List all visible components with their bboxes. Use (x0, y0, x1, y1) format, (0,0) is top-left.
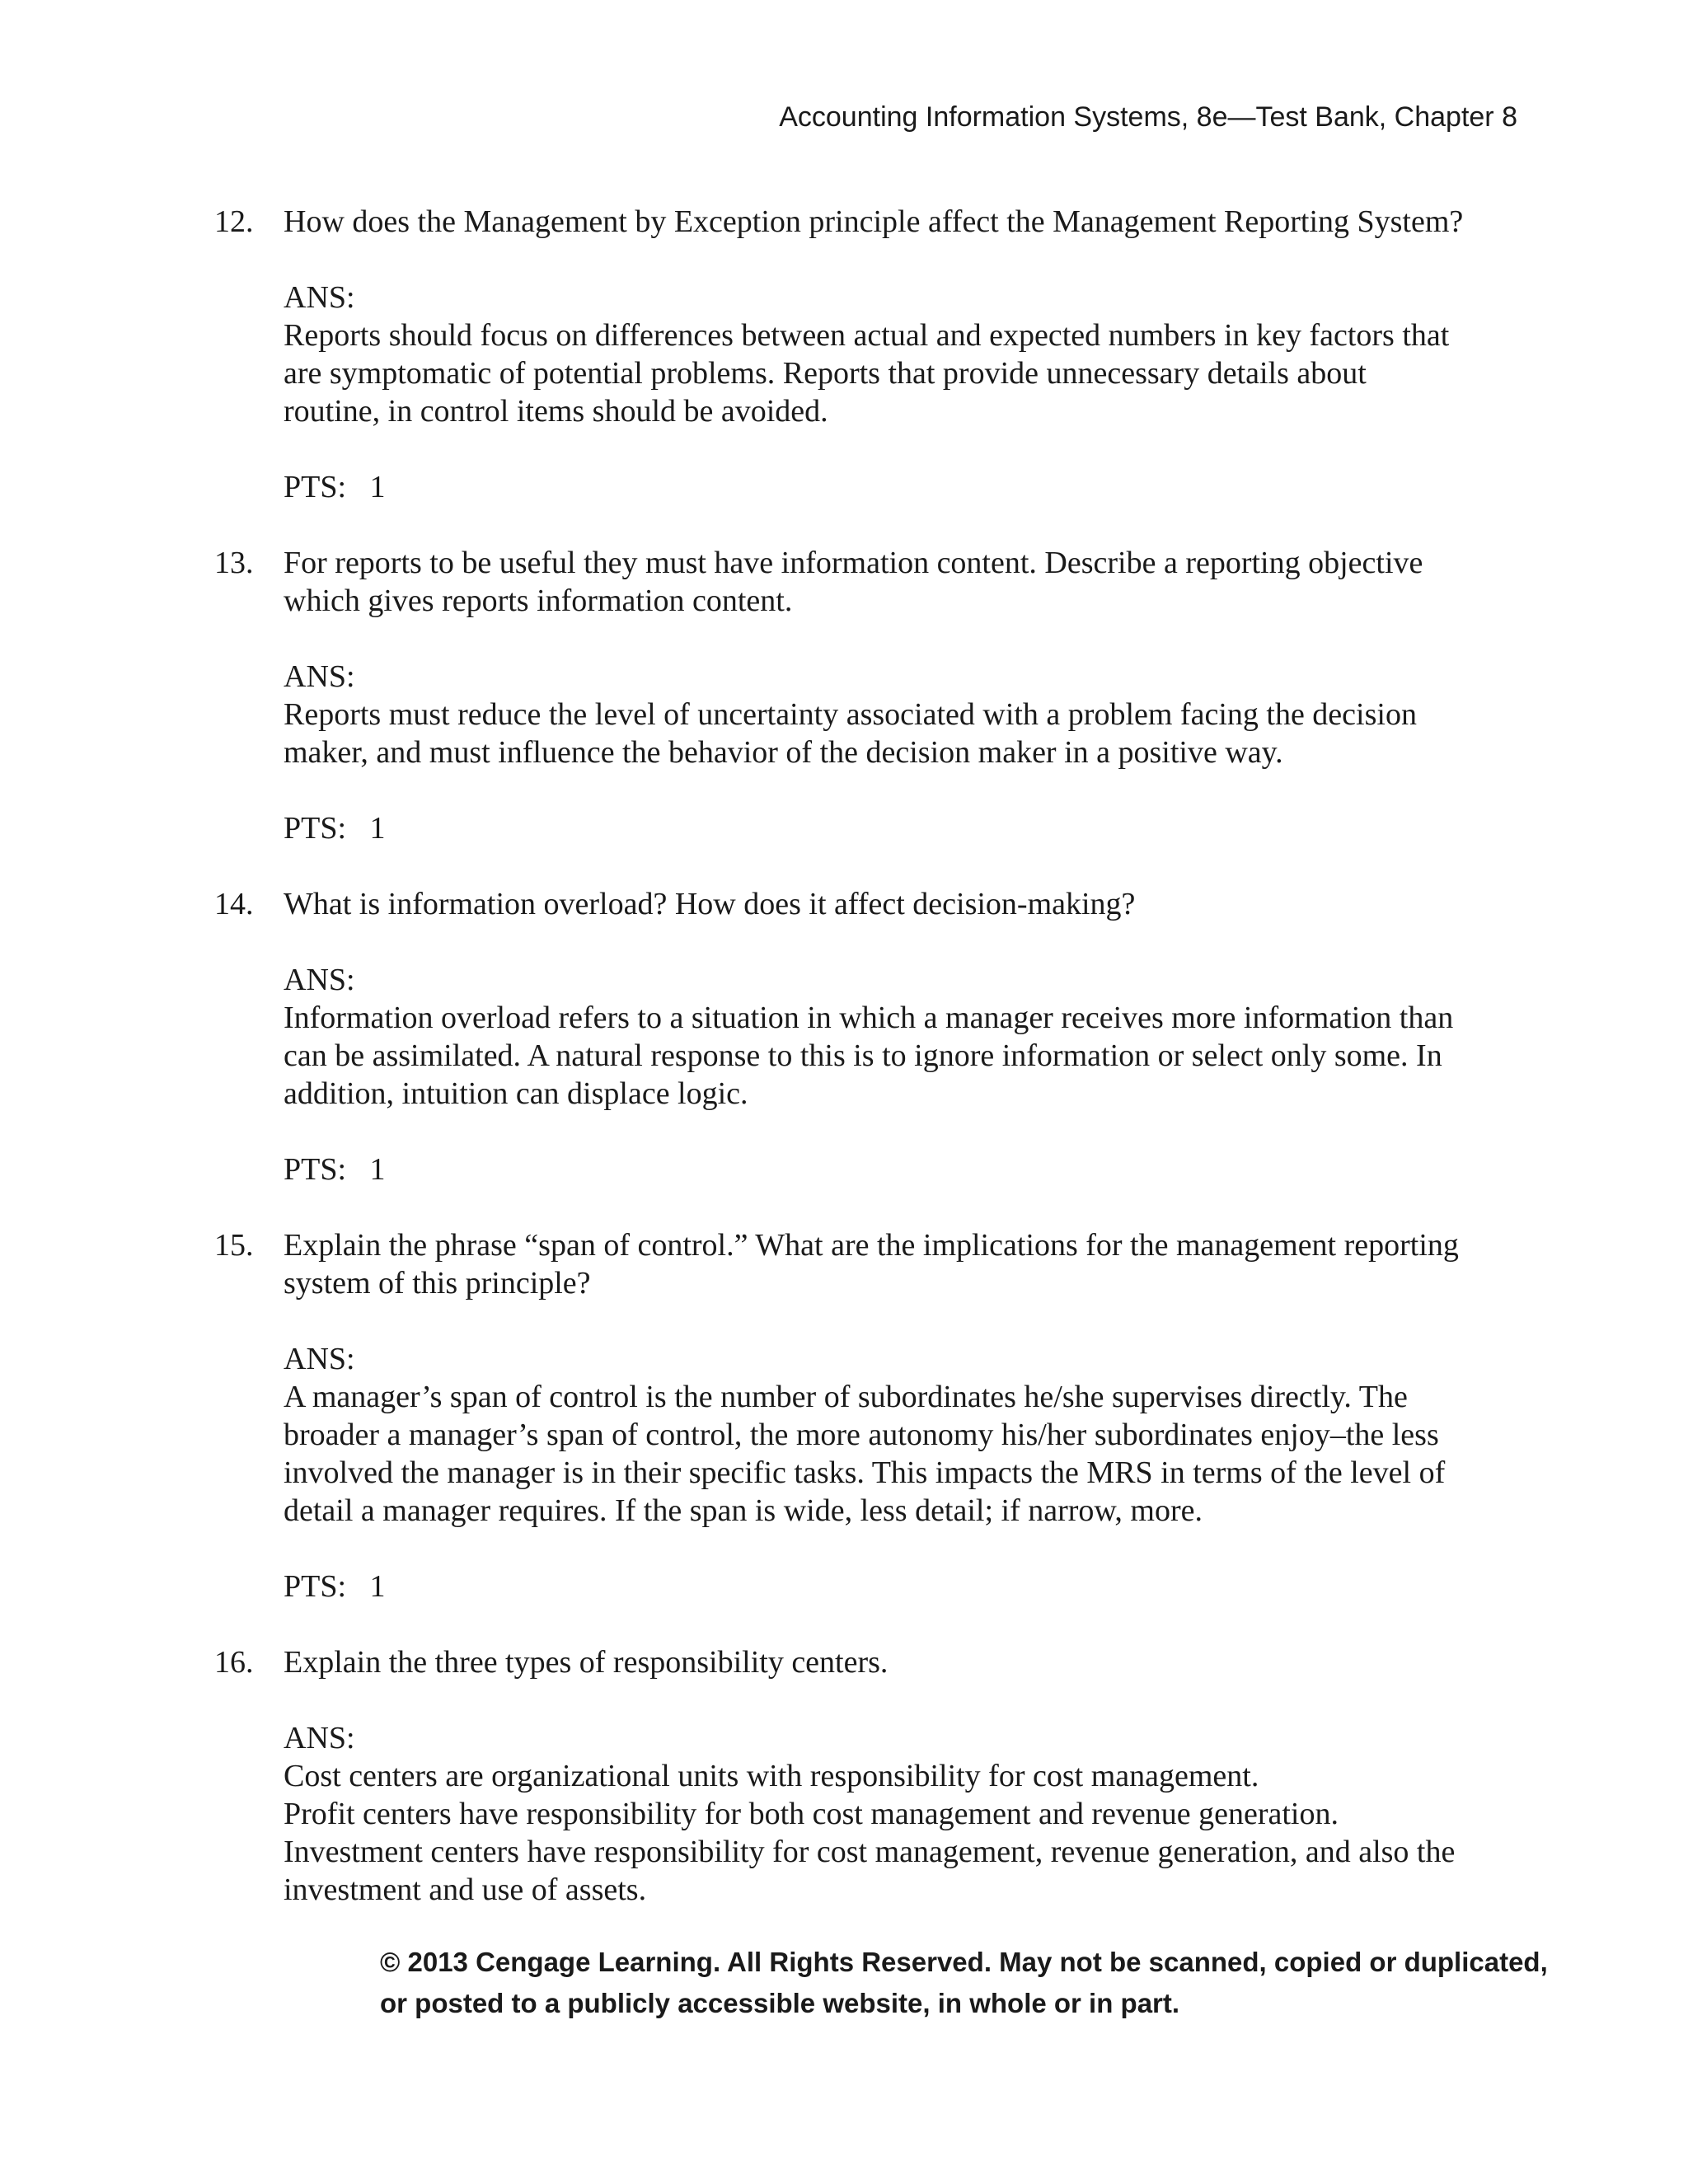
copyright-footer (380, 1942, 1616, 2024)
question-body (284, 1226, 1535, 1605)
question-list (216, 203, 1535, 1947)
copyright-line: © 2013 Cengage Learning. All Rights Reserved. May not be scanned, copied or duplicated, (380, 1947, 1548, 1977)
copyright-line: or posted to a publicly accessible website, in whole or in part. (380, 1988, 1180, 2018)
question-number: 16. (214, 1645, 254, 1680)
question-number: 12. (214, 204, 254, 239)
answer-line: Information overload refers to a situation in which a manager receives more information than (284, 1001, 1454, 1035)
points-label: PTS: 1 (284, 1569, 386, 1604)
page-header: Accounting Information Systems, 8e—Test Bank, Chapter 8 (779, 101, 1517, 133)
question-number: 13. (214, 546, 254, 580)
answer-label: ANS: (284, 1721, 355, 1755)
question-12 (216, 203, 1535, 506)
question-text-line: How does the Management by Exception principle affect the Management Reporting System? (284, 204, 1464, 239)
answer-line: Profit centers have responsibility for both cost management and revenue generation. (284, 1797, 1339, 1831)
answer-label: ANS: (284, 659, 355, 694)
answer-line: investment and use of assets. (284, 1872, 647, 1907)
question-15 (216, 1226, 1535, 1605)
answer-line: Reports should focus on differences between actual and expected numbers in key factors that (284, 318, 1450, 353)
answer-label: ANS: (284, 1342, 355, 1376)
answer-line: Cost centers are organizational units with responsibility for cost management. (284, 1759, 1259, 1793)
answer-line: broader a manager’s span of control, the more autonomy his/her subordinates enjoy–the less (284, 1418, 1439, 1452)
answer-line: Investment centers have responsibility for cost management, revenue generation, and also the (284, 1835, 1456, 1869)
answer-line: involved the manager is in their specific tasks. This impacts the MRS in terms of the level of (284, 1455, 1446, 1490)
answer-line: routine, in control items should be avoided. (284, 394, 828, 429)
question-13 (216, 544, 1535, 847)
question-number: 14. (214, 887, 254, 921)
points-label: PTS: 1 (284, 811, 386, 846)
answer-line: Reports must reduce the level of uncertainty associated with a problem facing the decision (284, 697, 1417, 732)
question-16 (216, 1643, 1535, 1909)
question-number: 15. (214, 1228, 254, 1263)
question-14 (216, 885, 1535, 1188)
answer-label: ANS: (284, 280, 355, 315)
answer-line: addition, intuition can displace logic. (284, 1076, 748, 1111)
question-text-line: For reports to be useful they must have information content. Describe a reporting objective (284, 546, 1423, 580)
question-text-line: What is information overload? How does it affect decision-making? (284, 887, 1136, 921)
answer-label: ANS: (284, 963, 355, 997)
answer-line: can be assimilated. A natural response to this is to ignore information or select only some. In (284, 1038, 1442, 1073)
question-body (284, 885, 1535, 1188)
answer-line: maker, and must influence the behavior of the decision maker in a positive way. (284, 735, 1283, 770)
question-body (284, 544, 1535, 847)
question-body (284, 1643, 1535, 1909)
question-text-line: which gives reports information content. (284, 583, 793, 618)
points-label: PTS: 1 (284, 470, 386, 504)
question-body (284, 203, 1535, 506)
answer-line: A manager’s span of control is the number of subordinates he/she supervises directly. The (284, 1380, 1408, 1414)
question-text-line: system of this principle? (284, 1266, 591, 1301)
points-label: PTS: 1 (284, 1152, 386, 1187)
question-text-line: Explain the three types of responsibility centers. (284, 1645, 889, 1680)
answer-line: are symptomatic of potential problems. Reports that provide unnecessary details about (284, 356, 1367, 391)
answer-line: detail a manager requires. If the span is wide, less detail; if narrow, more. (284, 1493, 1203, 1528)
question-text-line: Explain the phrase “span of control.” What are the implications for the management reporting (284, 1228, 1459, 1263)
